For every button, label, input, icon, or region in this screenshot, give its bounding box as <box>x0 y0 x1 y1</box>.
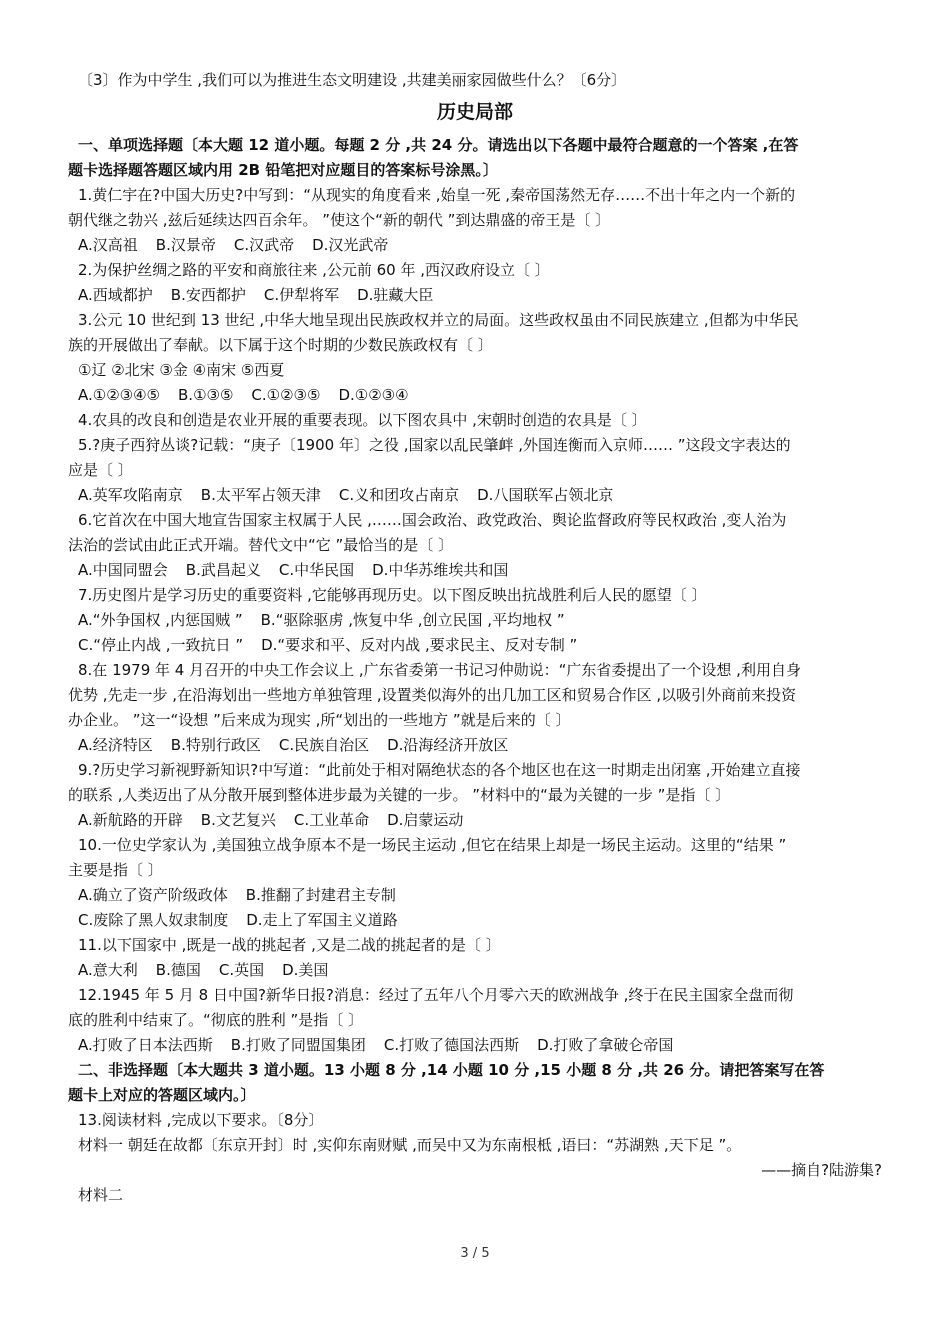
question-6-cont: 法治的尝试由此正式开端。替代文中“它 ”最恰当的是〔 〕 <box>68 536 454 554</box>
option: C.废除了黑人奴隶制度 <box>78 911 229 929</box>
option: B.安西都护 <box>170 286 246 304</box>
question-1-cont: 朝代继之勃兴 ,兹后延续达四百余年。 ”使这个“新的朝代 ”到达鼎盛的帝王是〔 〕 <box>68 211 611 229</box>
option: B.“驱除驱虏 ,恢复中华 ,创立民国 ,平均地权 ” <box>260 611 565 629</box>
question-13: 13.阅读材料 ,完成以下要求。〔8分〕 <box>78 1111 324 1129</box>
option: A.英军攻陷南京 <box>78 486 183 504</box>
question-2-options <box>68 283 882 308</box>
question-11: 11.以下国家中 ,既是一战的挑起者 ,又是二战的挑起者的是〔 〕 <box>78 936 501 954</box>
question-9-options <box>68 808 882 833</box>
document-page <box>68 68 882 1208</box>
option: A.新航路的开辟 <box>78 811 183 829</box>
question-6: 6.它首次在中国大地宣告国家主权属于人民 ,……国会政治、政党政治、舆论监督政府等民权政治 ,变人治为 <box>78 511 787 529</box>
question-3: 3.公元 10 世纪到 13 世纪 ,中华大地呈现出民族政权并立的局面。这些政权虽由不同民族建立 ,但都为中华民 <box>78 311 799 329</box>
question-5-options <box>68 483 882 508</box>
option: A.意大利 <box>78 961 138 979</box>
question-5: 5.?庚子西狩丛谈?记载：“庚子〔1900 年〕之役 ,国家以乱民肇衅 ,外国连衡而入京师…… ”这段文字表达的 <box>78 436 791 454</box>
question-4: 4.农具的改良和创造是农业开展的重要表现。以下图农具中 ,宋朝时创造的农具是〔 〕 <box>78 411 647 429</box>
option: B.文艺复兴 <box>200 811 276 829</box>
page-title: 历史局部 <box>436 101 513 123</box>
option: D.中华苏维埃共和国 <box>372 561 509 579</box>
question-6-options <box>68 558 882 583</box>
option: C.义和团攻占南京 <box>338 486 460 504</box>
question-3-cont: 族的开展做出了奉献。以下属于这个时期的少数民族政权有〔 〕 <box>68 336 493 354</box>
question-10: 10.一位史学家认为 ,美国独立战争原本不是一场民主运动 ,但它在结果上却是一场民主运动。这里的“结果 ” <box>78 836 787 854</box>
option: A.①②③④⑤ <box>78 386 161 404</box>
option: D.美国 <box>282 961 329 979</box>
question-8-options <box>68 733 882 758</box>
option: C.英国 <box>218 961 265 979</box>
question-2: 2.为保护丝绸之路的平安和商旅往来 ,公元前 60 年 ,西汉政府设立〔 〕 <box>78 261 550 279</box>
option: D.“要求和平、反对内战 ,要求民主、反对专制 ” <box>261 636 578 654</box>
option: B.打败了同盟国集团 <box>230 1036 366 1054</box>
section1-heading: 一、单项选择题〔本大题 12 道小题。每题 2 分 ,共 24 分。请选出以下各题中最符合题意的一个答案 ,在答 <box>78 136 799 154</box>
section2-heading: 二、非选择题〔本大题共 3 道小题。13 小题 8 分 ,14 小题 10 分 ,15 小题 8 分 ,共 26 分。请把答案写在答 <box>78 1061 825 1079</box>
question-8-cont2: 办企业。 ”这一“设想 ”后来成为现实 ,所“划出的一些地方 ”就是后来的〔 〕 <box>68 711 571 729</box>
option: B.太平军占领天津 <box>200 486 321 504</box>
option: D.汉光武帝 <box>312 236 389 254</box>
option: D.八国联军占领北京 <box>477 486 614 504</box>
option: C.中华民国 <box>278 561 355 579</box>
option: D.驻藏大臣 <box>357 286 434 304</box>
option: C.工业革命 <box>293 811 370 829</box>
question-10-cont: 主要是指〔 〕 <box>68 861 163 879</box>
question-10-options-ab <box>68 883 882 908</box>
option: B.汉景帝 <box>155 236 216 254</box>
question-9-cont: 的联系 ,人类迈出了从分散开展到整体进步最为关键的一步。 ”材料中的“最为关键的一步 ”是指〔 〕 <box>68 786 731 804</box>
option: B.武昌起义 <box>185 561 261 579</box>
option: A.“外争国权 ,内惩国贼 ” <box>78 611 243 629</box>
question-8: 8.在 1979 年 4 月召开的中央工作会议上 ,广东省委第一书记习仲勋说：“广东省委提出了一个设想 ,利用自身 <box>78 661 801 679</box>
option: A.汉高祖 <box>78 236 138 254</box>
question-3-items: ①辽 ②北宋 ③金 ④南宋 ⑤西夏 <box>78 361 285 379</box>
option: B.特别行政区 <box>170 736 261 754</box>
question-1: 1.黄仁宇在?中国大历史?中写到：“从现实的角度看来 ,始皇一死 ,秦帝国荡然无存……不出十年之内一个新的 <box>78 186 796 204</box>
option: C.伊犁将军 <box>263 286 340 304</box>
question-1-options <box>68 233 882 258</box>
question-7-options-cd <box>68 633 882 658</box>
page-number: 3 / 5 <box>460 1246 490 1261</box>
question-11-options <box>68 958 882 983</box>
material-2: 材料二 <box>78 1186 124 1204</box>
section1-heading-cont: 题卡选择题答题区域内用 2B 铅笔把对应题目的答案标号涂黑。〕 <box>68 161 498 179</box>
question-8-cont: 优势 ,先走一步 ,在沿海划出一些地方单独管理 ,设置类似海外的出几加工区和贸易合作区 ,以吸引外商前来投资 <box>68 686 797 704</box>
question-7-options-ab <box>68 608 882 633</box>
option: C.“停止内战 ,一致抗日 ” <box>78 636 244 654</box>
option: A.经济特区 <box>78 736 153 754</box>
option: B.推翻了封建君主专制 <box>245 886 396 904</box>
question-9: 9.?历史学习新视野新知识?中写道：“此前处于相对隔绝状态的各个地区也在这一时期走出闭塞 ,开始建立直接 <box>78 761 801 779</box>
geo-question: 〔3〕作为中学生 ,我们可以为推进生态文明建设 ,共建美丽家园做些什么？〔6分〕 <box>78 71 627 89</box>
material-1-source: ——摘自?陆游集? <box>761 1161 882 1179</box>
option: D.启蒙运动 <box>387 811 464 829</box>
option: D.走上了军国主义道路 <box>246 911 398 929</box>
option: D.沿海经济开放区 <box>387 736 509 754</box>
option: D.打败了拿破仑帝国 <box>537 1036 674 1054</box>
option: C.①②③⑤ <box>251 386 321 404</box>
option: A.西域都护 <box>78 286 153 304</box>
question-12-options <box>68 1033 882 1058</box>
question-12-cont: 底的胜利中结束了。“彻底的胜利 ”是指〔 〕 <box>68 1011 364 1029</box>
material-1: 材料一 朝廷在故都〔东京开封〕时 ,实仰东南财赋 ,而吴中又为东南根柢 ,语曰：“苏湖熟 ,天下足 ”。 <box>78 1136 742 1154</box>
option: C.民族自治区 <box>278 736 370 754</box>
option: C.打败了德国法西斯 <box>383 1036 520 1054</box>
option: B.德国 <box>155 961 201 979</box>
question-3-options <box>68 383 882 408</box>
question-12: 12.1945 年 5 月 8 日中国?新华日报?消息：经过了五年八个月零六天的欧洲战争 ,终于在民主国家全盘而彻 <box>78 986 794 1004</box>
option: A.打败了日本法西斯 <box>78 1036 213 1054</box>
option: A.确立了资产阶级政体 <box>78 886 228 904</box>
option: D.①②③④ <box>338 386 409 404</box>
option: C.汉武帝 <box>233 236 295 254</box>
option: A.中国同盟会 <box>78 561 168 579</box>
question-5-cont: 应是〔 〕 <box>68 461 133 479</box>
section2-heading-cont: 题卡上对应的答题区域内。〕 <box>68 1086 256 1104</box>
question-10-options-cd <box>68 908 882 933</box>
option: B.①③⑤ <box>178 386 234 404</box>
question-7: 7.历史图片是学习历史的重要资料 ,它能够再现历史。以下图反映出抗战胜利后人民的愿望〔 〕 <box>78 586 707 604</box>
